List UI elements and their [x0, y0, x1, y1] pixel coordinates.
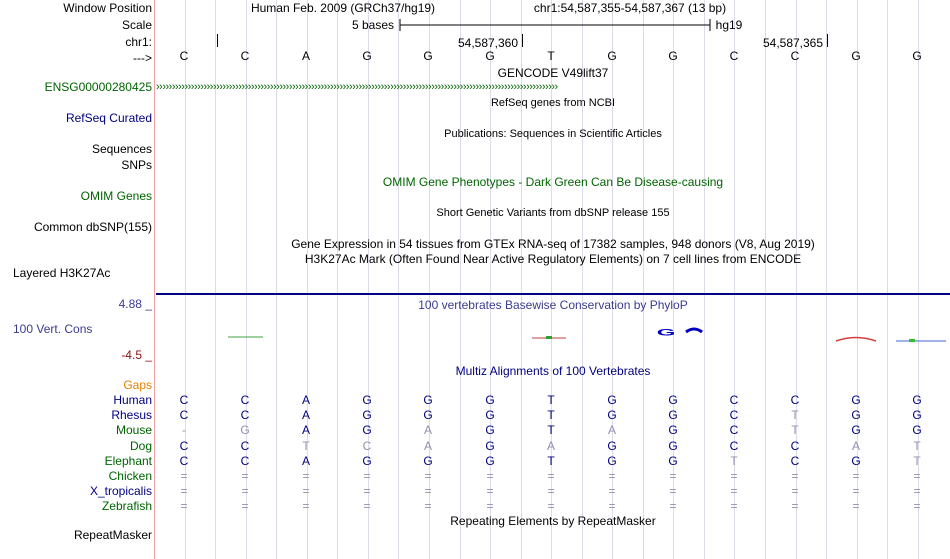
alignment-base: -	[182, 423, 186, 437]
track-image[interactable]	[156, 0, 950, 559]
h3k27ac-title: H3K27Ac Mark (Often Found Near Active Regulatory Elements) on 7 cell lines from ENCODE	[304, 252, 802, 266]
alignment-base: G	[607, 439, 617, 453]
alignment-base: =	[363, 469, 371, 483]
alignment-base: A	[423, 423, 432, 437]
phylop-min-label: -4.5 _	[121, 348, 152, 362]
alignment-base: =	[302, 484, 310, 498]
alignment-base: T	[913, 439, 921, 453]
alignment-base: G	[607, 393, 617, 407]
sequence-base: C	[729, 49, 739, 63]
alignment-base: =	[852, 469, 860, 483]
alignment-base: G	[668, 393, 678, 407]
alignment-base: T	[302, 439, 310, 453]
scale-label: Scale	[121, 18, 152, 32]
alignment-base: G	[912, 423, 922, 437]
alignment-base: A	[301, 408, 310, 422]
sequence-base: A	[301, 49, 310, 63]
alignment-base: A	[851, 439, 860, 453]
refseq-title: RefSeq genes from NCBI	[490, 97, 616, 109]
gencode-gene-label[interactable]: ENSG00000280425	[44, 80, 152, 94]
alignment-base: =	[852, 484, 860, 498]
window-position-label: Window Position	[63, 1, 152, 15]
alignment-base: =	[424, 469, 432, 483]
coord-1: 54,587,360	[457, 36, 519, 50]
alignment-base: A	[301, 393, 310, 407]
alignment-base: T	[791, 408, 799, 422]
alignment-base: C	[790, 393, 800, 407]
phylop-label[interactable]: 100 Vert. Cons	[13, 322, 93, 336]
alignment-base: C	[729, 439, 739, 453]
gaps-label: Gaps	[123, 378, 152, 392]
species-label[interactable]: X_tropicalis	[89, 484, 152, 498]
alignment-base: G	[668, 423, 678, 437]
alignment-base: G	[485, 423, 495, 437]
alignment-base: A	[423, 439, 432, 453]
species-label[interactable]: Human	[113, 393, 152, 407]
alignment-base: C	[790, 439, 800, 453]
alignment-base: C	[729, 423, 739, 437]
species-label[interactable]: Chicken	[108, 469, 152, 483]
alignment-base: =	[608, 484, 616, 498]
alignment-base: =	[180, 499, 188, 513]
alignment-base: =	[180, 484, 188, 498]
sequence-base: C	[179, 49, 189, 63]
alignment-base: A	[546, 439, 555, 453]
alignment-base: G	[851, 423, 861, 437]
coord-2: 54,587,365	[762, 36, 824, 50]
alignment-base: =	[669, 484, 677, 498]
alignment-base: T	[547, 454, 555, 468]
alignment-base: G	[607, 408, 617, 422]
alignment-base: G	[851, 393, 861, 407]
alignment-base: G	[485, 454, 495, 468]
alignment-base: =	[791, 484, 799, 498]
sequence-base: T	[547, 49, 555, 63]
sequence-base: G	[607, 49, 617, 63]
alignment-base: C	[179, 393, 189, 407]
alignment-base: G	[362, 454, 372, 468]
sequence-base: C	[790, 49, 800, 63]
sequence-base: G	[668, 49, 678, 63]
alignment-base: C	[729, 408, 739, 422]
alignment-base: G	[485, 393, 495, 407]
gtex-title: Gene Expression in 54 tissues from GTEx RNA-seq of 17382 samples, 948 donors (V8, Aug 2019)	[291, 237, 815, 251]
alignment-base: =	[363, 499, 371, 513]
alignment-base: G	[607, 454, 617, 468]
coord-tick	[217, 34, 218, 47]
alignment-base: G	[912, 408, 922, 422]
alignment-base: T	[547, 423, 555, 437]
alignment-base: =	[547, 484, 555, 498]
alignment-base: G	[362, 393, 372, 407]
alignment-base: =	[486, 469, 494, 483]
sequence-base: G	[485, 49, 495, 63]
alignment-base: G	[851, 408, 861, 422]
alignment-base: A	[301, 454, 310, 468]
alignment-base: =	[913, 499, 921, 513]
phylop-max-label: 4.88 _	[118, 297, 152, 311]
alignment-base: T	[791, 423, 799, 437]
position-title: chr1:54,587,355-54,587,367 (13 bp)	[533, 1, 727, 15]
alignment-base: =	[791, 469, 799, 483]
alignment-base: =	[730, 484, 738, 498]
sequence-base: G	[912, 49, 922, 63]
alignment-base: C	[179, 408, 189, 422]
alignment-base: =	[791, 499, 799, 513]
alignment-base: G	[485, 408, 495, 422]
label-divider	[154, 0, 155, 559]
scale-db: hg19	[715, 18, 743, 32]
alignment-base: G	[668, 454, 678, 468]
alignment-base: =	[547, 469, 555, 483]
species-label[interactable]: Dog	[129, 439, 152, 453]
omim-title: OMIM Gene Phenotypes - Dark Green Can Be Disease-causing	[382, 175, 724, 189]
alignment-base: C	[179, 439, 189, 453]
pubs-title: Publications: Sequences in Scientific Articles	[444, 128, 662, 140]
sequence-base: G	[362, 49, 372, 63]
chrom-label: chr1:	[125, 35, 152, 49]
alignment-base: =	[608, 469, 616, 483]
alignment-base: T	[547, 393, 555, 407]
phylop-logo-icon	[156, 320, 950, 350]
alignment-base: =	[180, 469, 188, 483]
alignment-base: G	[668, 408, 678, 422]
species-label[interactable]: Zebrafish	[101, 499, 152, 513]
coord-tick	[827, 34, 828, 47]
alignment-base: =	[730, 469, 738, 483]
species-label[interactable]: Elephant	[104, 454, 152, 468]
gencode-title: GENCODE V49lift37	[497, 66, 609, 80]
alignment-base: C	[729, 393, 739, 407]
repeatmasker-title: Repeating Elements by RepeatMasker	[450, 514, 656, 528]
sequence-base: G	[851, 49, 861, 63]
h3k27ac-label[interactable]: Layered H3K27Ac	[13, 266, 111, 280]
phylop-title: 100 vertebrates Basewise Conservation by PhyloP	[418, 298, 688, 312]
alignment-base: C	[240, 408, 250, 422]
alignment-base: =	[669, 499, 677, 513]
alignment-base: =	[913, 469, 921, 483]
strand-arrow-icon[interactable]: ›››››››››››››››››››››››››››››››››››››››››››››››››››››››››››››››››››››››››››››››››››››››››››››››››››››››››››››››››››››››››››››››	[156, 81, 558, 93]
alignment-base: G	[423, 454, 433, 468]
alignment-base: =	[730, 499, 738, 513]
h3k27ac-bar	[156, 293, 950, 295]
alignment-base: G	[485, 439, 495, 453]
alignment-base: T	[730, 454, 738, 468]
alignment-base: =	[241, 484, 249, 498]
sequences-label[interactable]: Sequences	[91, 142, 152, 156]
multiz-title: Multiz Alignments of 100 Vertebrates	[455, 364, 651, 378]
assembly-title: Human Feb. 2009 (GRCh37/hg19)	[250, 1, 436, 15]
svg-text:G: G	[656, 327, 676, 338]
coord-tick	[522, 34, 523, 47]
alignment-base: G	[423, 408, 433, 422]
track-labels	[0, 0, 154, 559]
alignment-base: G	[423, 393, 433, 407]
alignment-base: C	[362, 439, 372, 453]
alignment-base: =	[669, 469, 677, 483]
alignment-base: =	[241, 469, 249, 483]
alignment-base: A	[607, 423, 616, 437]
sequence-base: C	[240, 49, 250, 63]
alignment-base: A	[301, 423, 310, 437]
alignment-base: =	[547, 499, 555, 513]
alignment-base: G	[240, 423, 250, 437]
snps-label[interactable]: SNPs	[121, 158, 152, 172]
dbsnp-title: Short Genetic Variants from dbSNP release 155	[436, 207, 670, 219]
alignment-base: G	[668, 439, 678, 453]
alignment-base: =	[363, 484, 371, 498]
sequence-base: G	[423, 49, 433, 63]
species-label[interactable]: Mouse	[115, 423, 152, 437]
alignment-base: T	[547, 408, 555, 422]
alignment-base: =	[913, 484, 921, 498]
species-label[interactable]: Rhesus	[111, 408, 152, 422]
refseq-label[interactable]: RefSeq Curated	[65, 111, 152, 125]
alignment-base: C	[240, 439, 250, 453]
alignment-base: G	[851, 454, 861, 468]
alignment-base: T	[913, 454, 921, 468]
alignment-base: C	[240, 393, 250, 407]
alignment-base: G	[362, 423, 372, 437]
dbsnp-label[interactable]: Common dbSNP(155)	[33, 220, 152, 234]
alignment-base: =	[302, 499, 310, 513]
alignment-base: =	[608, 499, 616, 513]
scale-text: 5 bases	[351, 18, 395, 32]
omim-label[interactable]: OMIM Genes	[80, 189, 152, 203]
alignment-base: C	[179, 454, 189, 468]
strand-label: --->	[133, 51, 152, 65]
alignment-base: =	[424, 484, 432, 498]
alignment-base: C	[790, 454, 800, 468]
alignment-base: C	[240, 454, 250, 468]
repeatmasker-label[interactable]: RepeatMasker	[73, 528, 152, 542]
alignment-base: =	[424, 499, 432, 513]
alignment-base: G	[362, 408, 372, 422]
alignment-base: =	[486, 499, 494, 513]
alignment-base: =	[241, 499, 249, 513]
scale-bar-icon	[399, 17, 711, 33]
alignment-base: G	[912, 393, 922, 407]
alignment-base: =	[302, 469, 310, 483]
alignment-base: =	[852, 499, 860, 513]
alignment-base: =	[486, 484, 494, 498]
